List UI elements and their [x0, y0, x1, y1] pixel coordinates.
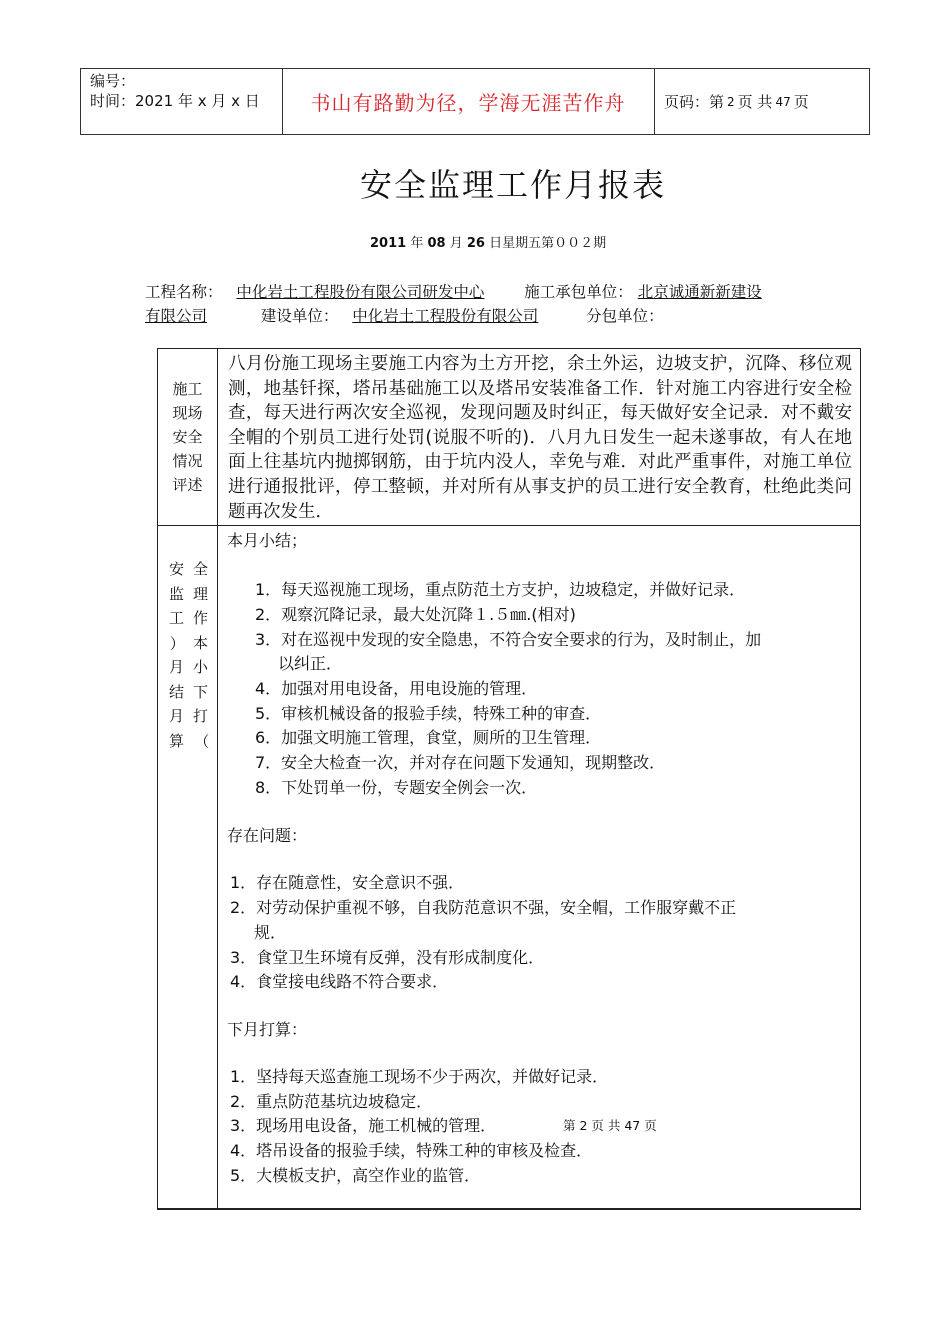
- section1-label: [158, 349, 217, 525]
- date-month: 08: [427, 236, 446, 251]
- section2-label-char: 理: [192, 584, 208, 603]
- problems-item: 3．食堂卫生环境有反弹，没有形成制度化．: [230, 948, 545, 967]
- section2-label-char: 监: [168, 584, 184, 603]
- inline-page-number: 第 2 页 共 47 页: [563, 1118, 657, 1133]
- builder-label: 建设单位：: [260, 307, 339, 325]
- section2-label-char: 月: [168, 658, 184, 676]
- project-value: 中化岩土工程股份有限公司研发中心: [236, 283, 485, 301]
- date-month-unit: 月: [449, 236, 463, 251]
- project-label: 工程名称：: [145, 283, 223, 301]
- section2-label-char: 工: [168, 609, 184, 627]
- date-year-unit: 年: [410, 236, 424, 251]
- number-label: 编号：: [90, 72, 136, 90]
- date-day: 26: [466, 236, 485, 251]
- row-divider: [158, 525, 860, 526]
- summary-title: 本月小结；: [227, 531, 308, 550]
- problems-item: 1．存在随意性，安全意识不强．: [230, 873, 465, 892]
- plan-item: 5．大模板支护，高空作业的监管．: [230, 1166, 481, 1185]
- section2-label-char: 安: [168, 560, 184, 578]
- section1-label-char: 现场: [172, 404, 203, 422]
- header-box: [80, 68, 870, 135]
- summary-item: 以纠正．: [278, 654, 343, 673]
- project-info-line-2: [145, 304, 664, 326]
- problems-item: 4．食堂接电线路不符合要求．: [230, 972, 449, 991]
- section2-label-char: 打: [192, 707, 208, 725]
- summary-item: 2．观察沉降记录，最大处沉降１.５㎜.(相对): [255, 605, 576, 624]
- page-suffix: 页: [793, 93, 809, 111]
- time-label: 时间：2021 年 x 月 x 日: [90, 92, 260, 110]
- section2-label-char: 作: [192, 609, 208, 627]
- summary-item: 8．下处罚单一份，专题安全例会一次．: [255, 778, 538, 797]
- section2-label-char: 月: [168, 707, 184, 725]
- section1-label-char: 评述: [172, 476, 203, 494]
- contractor-label: 施工承包单位：: [524, 283, 633, 301]
- problems-title: 存在问题：: [227, 826, 308, 845]
- section2-label-char: 本: [192, 633, 208, 652]
- page-mid: 页 共: [737, 93, 773, 111]
- contractor-value-1: 北京诚通新新建设: [637, 283, 762, 301]
- summary-item: 6．加强文明施工管理，食堂，厕所的卫生管理．: [255, 728, 602, 747]
- builder-value: 中化岩土工程股份有限公司: [352, 307, 539, 325]
- summary-item: 5．审核机械设备的报验手续，特殊工种的审查．: [255, 704, 602, 723]
- section1-label-char: 安全: [172, 428, 203, 446]
- summary-item: 7．安全大检查一次，并对存在问题下发通知，现期整改．: [255, 753, 666, 772]
- section2-label-char: ︵: [167, 635, 186, 651]
- page-current: 2: [727, 94, 735, 109]
- page-prefix: 页码：第: [664, 93, 725, 111]
- summary-item: 3．对在巡视中发现的安全隐患，不符合安全要求的行为，及时制止，加: [255, 630, 762, 649]
- header-page-info: [655, 69, 869, 134]
- section2-label-char: 结: [168, 682, 184, 701]
- section1-label-char: 施工: [172, 380, 203, 398]
- sub-label: 分包单位：: [586, 307, 664, 325]
- date-year: 2011: [370, 236, 407, 251]
- section1-label-char: 情况: [172, 452, 203, 470]
- project-info-line-1: [145, 280, 762, 302]
- page-title: 安全监理工作月报表: [359, 166, 666, 204]
- date-line: [370, 232, 606, 251]
- header-meta: [81, 69, 283, 134]
- section2-label: [166, 557, 212, 753]
- section1-text: 八月份施工现场主要施工内容为土方开挖，余土外运，边坡支护，沉降、移位观测，地基钎探，塔吊基础施工以及塔吊安装准备工作．针对施工内容进行安全检查，每天进行两次安全巡视，发现问题及时纠正，每天做好安全记录．对不戴安全帽的个别员工进行处罚(说服不听的)．八月九日发生一起未遂事故，有人在地面上往基坑内抛掷钢筋，由于坑内没人，幸免与难．对此严重事件，对施工单位进行通报批评，停工整顿，并对所有从事支护的员工进行安全教育，杜绝此类问题再次发生．: [228, 354, 852, 522]
- plan-item: 1．坚持每天巡查施工现场不少于两次，并做好记录．: [230, 1067, 609, 1086]
- plan-item: 4．塔吊设备的报验手续，特殊工种的审核及检查．: [230, 1141, 593, 1160]
- section2-label-char: 全: [192, 560, 208, 578]
- section2-label-char: ︶: [191, 733, 210, 749]
- page-total: 47: [775, 94, 791, 109]
- header-motto-cell: [282, 69, 655, 134]
- plan-title: 下月打算：: [227, 1020, 308, 1039]
- summary-item: 1．每天巡视施工现场，重点防范土方支护，边坡稳定，并做好记录．: [255, 580, 746, 599]
- plan-item: 2．重点防范基坑边坡稳定．: [230, 1092, 433, 1111]
- section2-label-char: 小: [192, 658, 208, 676]
- motto: 书山有路勤为径，学海无涯苦作舟: [310, 91, 626, 115]
- problems-item: 规．: [254, 923, 287, 942]
- plan-item: 3．现场用电设备，施工机械的管理．: [230, 1116, 497, 1135]
- section2-label-char: 下: [192, 682, 208, 701]
- contractor-value-2: 有限公司: [145, 307, 208, 325]
- date-rest: 日星期五第００２期: [489, 236, 607, 251]
- summary-item: 4．加强对用电设备，用电设施的管理．: [255, 679, 538, 698]
- section2-label-char: 算: [168, 731, 184, 750]
- problems-item: 2．对劳动保护重视不够，自我防范意识不强，安全帽，工作服穿戴不正: [230, 898, 737, 917]
- column-divider: [217, 349, 218, 1208]
